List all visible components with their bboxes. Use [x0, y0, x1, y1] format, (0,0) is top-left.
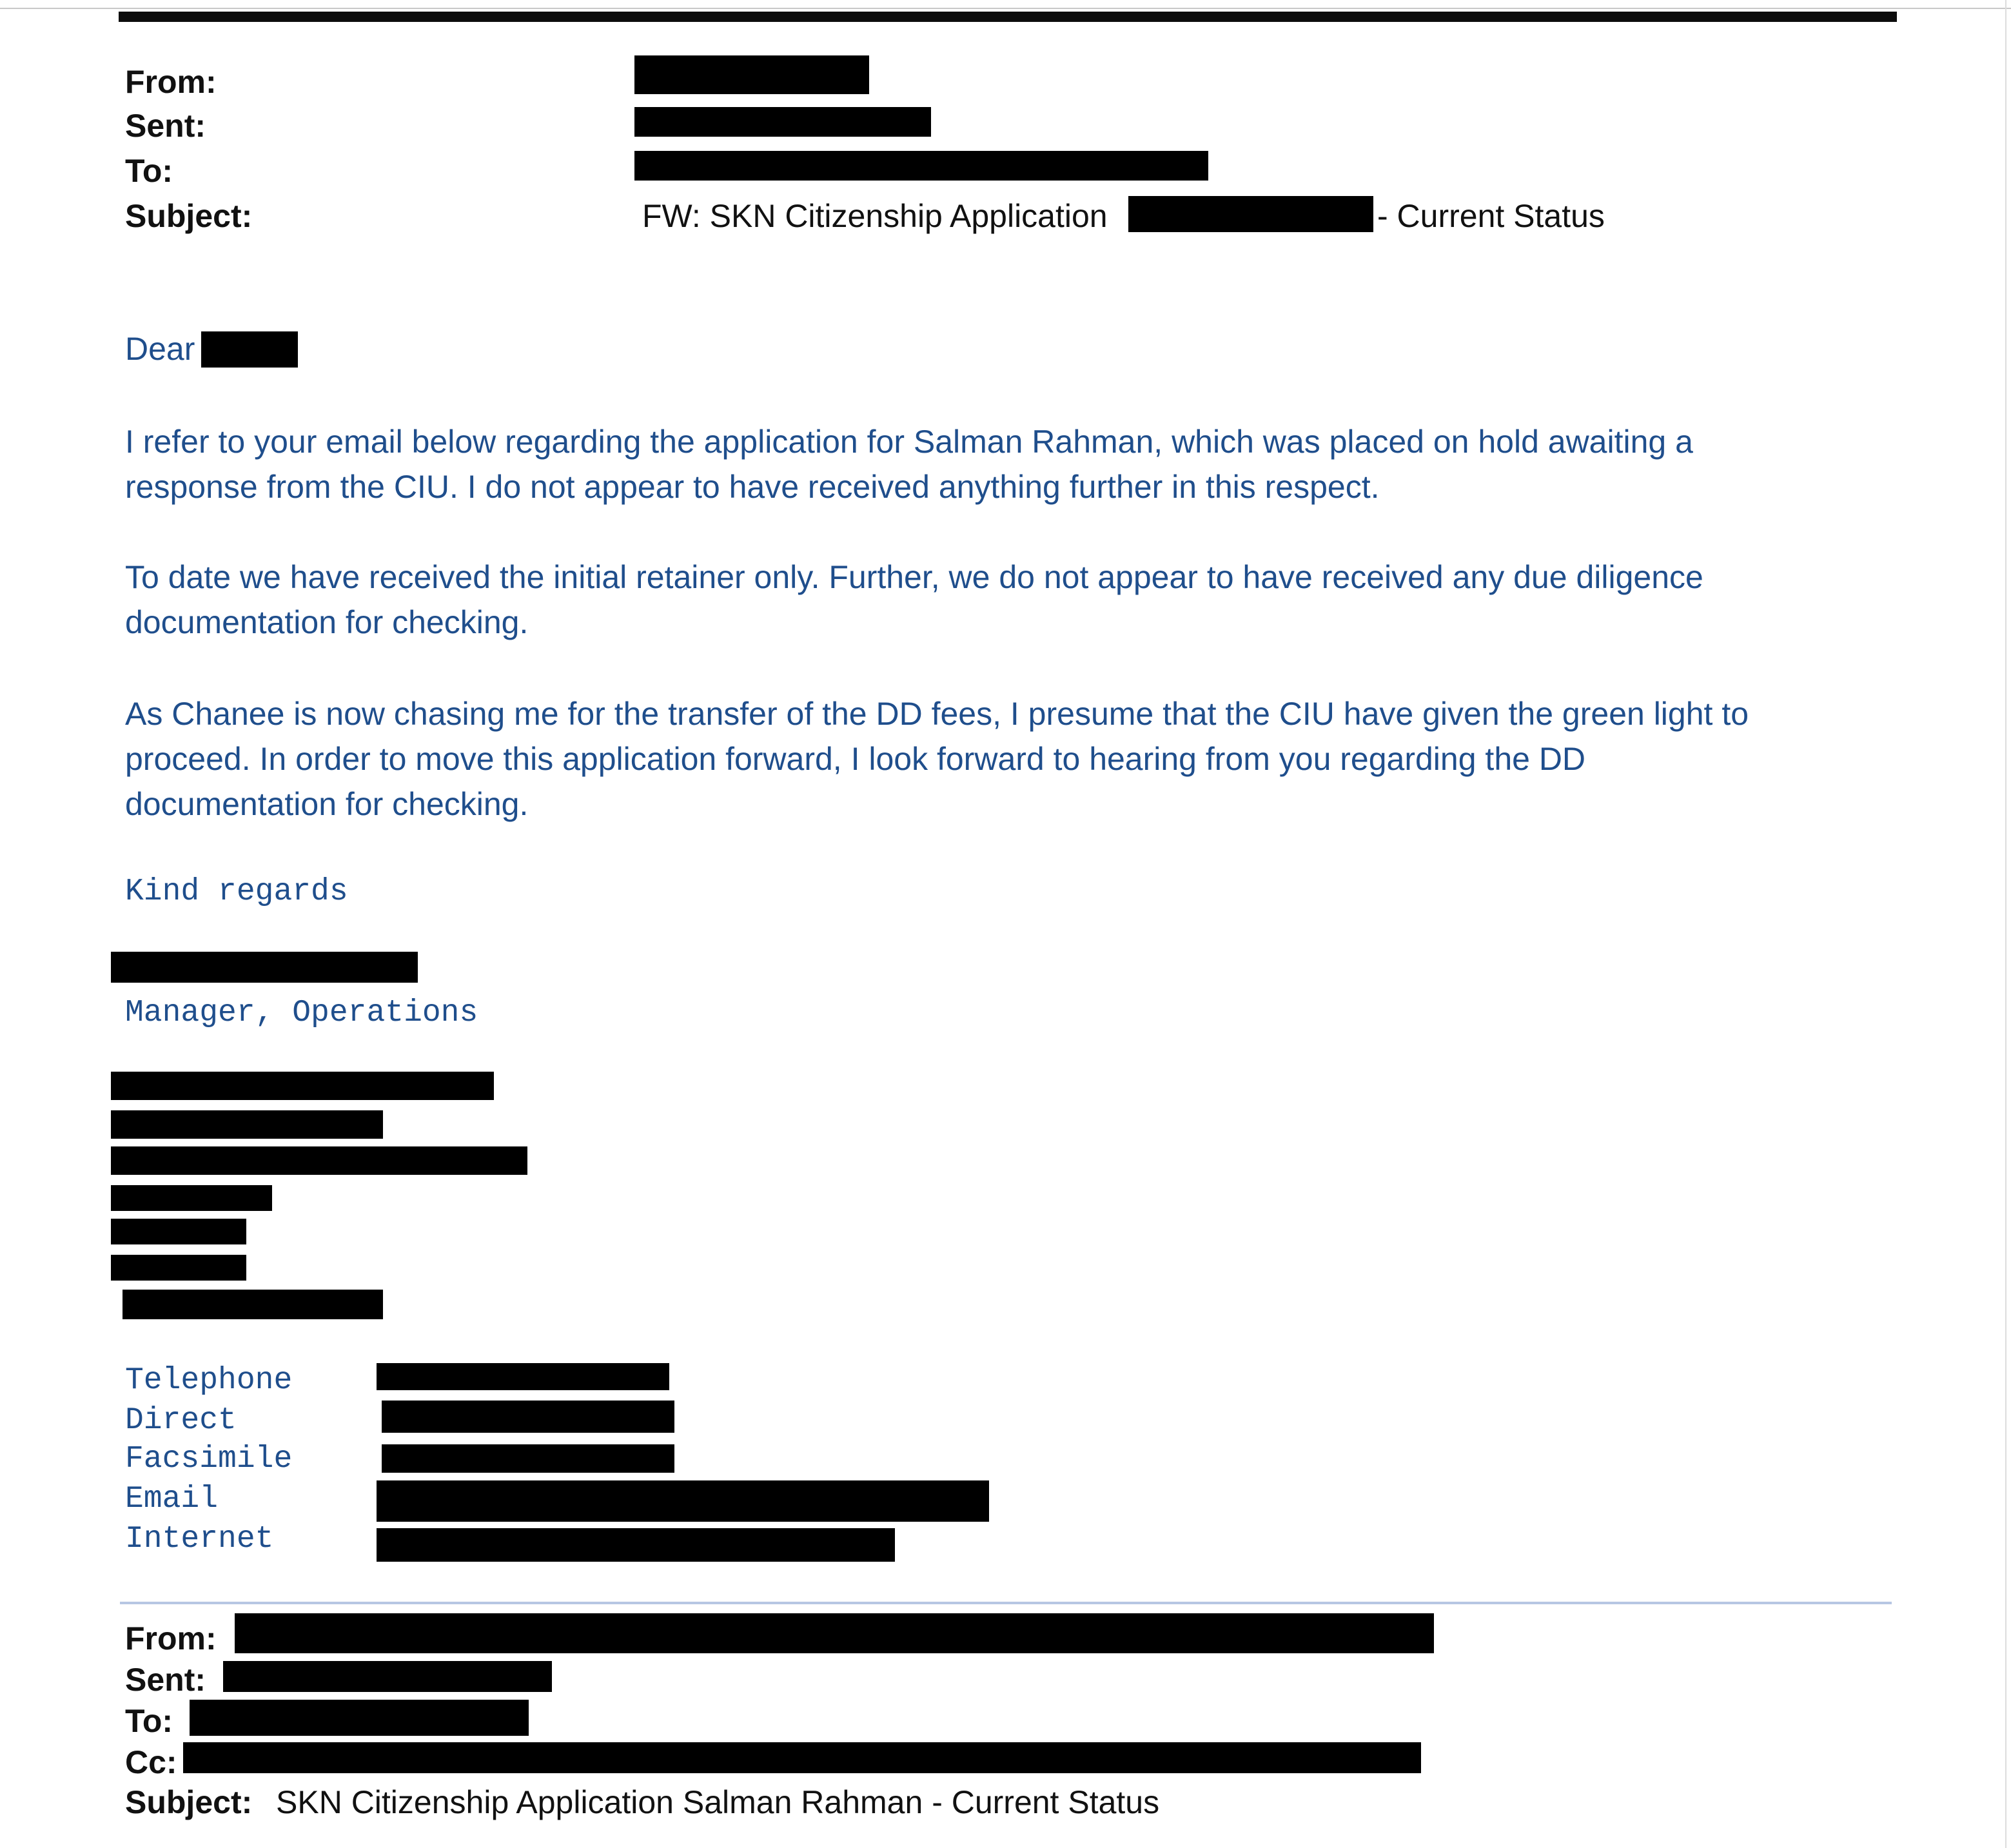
redacted-quoted-from	[235, 1613, 1434, 1653]
redacted-address-line-3	[111, 1146, 527, 1175]
subject-suffix: - Current Status	[1377, 198, 1605, 234]
quoted-to-label: To:	[125, 1703, 173, 1739]
page-top-edge	[0, 8, 2011, 9]
paragraph-3	[125, 691, 1749, 827]
redacted-email	[377, 1480, 989, 1522]
redacted-facsimile	[382, 1444, 674, 1473]
header-rule	[119, 12, 1897, 22]
paragraph-2-line-2: documentation for checking.	[125, 604, 529, 640]
telephone-label: Telephone	[125, 1363, 293, 1398]
redacted-subject-name	[1128, 196, 1373, 232]
facsimile-label: Facsimile	[125, 1442, 293, 1477]
quoted-subject-label: Subject:	[125, 1784, 253, 1820]
paragraph-1-line-1: I refer to your email below regarding the application for Salman Rahman, which was placed on hold awaiting a	[125, 424, 1693, 460]
paragraph-3-line-3: documentation for checking.	[125, 786, 529, 822]
quoted-message-separator	[120, 1602, 1892, 1604]
internet-label: Internet	[125, 1522, 274, 1557]
redacted-direct	[382, 1401, 674, 1433]
redacted-from	[634, 55, 869, 94]
closing: Kind regards	[125, 874, 348, 909]
greeting: Dear	[125, 331, 195, 367]
redacted-quoted-cc	[183, 1742, 1421, 1773]
redacted-telephone	[377, 1363, 669, 1390]
redacted-internet	[377, 1528, 895, 1562]
sent-label: Sent:	[125, 108, 206, 144]
paragraph-3-line-2: proceed. In order to move this application forward, I look forward to hearing from you regarding the DD	[125, 741, 1586, 777]
email-label: Email	[125, 1482, 219, 1517]
quoted-from-label: From:	[125, 1620, 217, 1656]
direct-label: Direct	[125, 1403, 237, 1438]
quoted-subject-value: SKN Citizenship Application Salman Rahman - Current Status	[276, 1784, 1160, 1820]
to-label: To:	[125, 153, 173, 189]
redacted-address-line-6	[111, 1255, 246, 1281]
redacted-recipient-name	[201, 331, 298, 368]
subject-label: Subject:	[125, 198, 253, 234]
redacted-address-line-1	[111, 1072, 494, 1100]
quoted-cc-label: Cc:	[125, 1744, 177, 1780]
paragraph-2-line-1: To date we have received the initial retainer only. Further, we do not appear to have received any due diligence	[125, 559, 1703, 595]
sender-title: Manager, Operations	[125, 996, 478, 1030]
paragraph-2	[125, 555, 1703, 645]
redacted-quoted-to	[190, 1700, 529, 1736]
redacted-address-line-5	[111, 1219, 246, 1244]
quoted-sent-label: Sent:	[125, 1662, 206, 1698]
redacted-to	[634, 151, 1208, 181]
subject-prefix: FW: SKN Citizenship Application	[642, 198, 1108, 234]
paragraph-1-line-2: response from the CIU. I do not appear to have received anything further in this respect.	[125, 469, 1380, 505]
page-right-edge	[2005, 0, 2006, 1848]
redacted-sent	[634, 107, 931, 137]
redacted-quoted-sent	[223, 1661, 552, 1692]
redacted-sender-name	[111, 952, 418, 983]
paragraph-1	[125, 419, 1693, 509]
redacted-address-line-7	[123, 1290, 383, 1319]
paragraph-3-line-1: As Chanee is now chasing me for the transfer of the DD fees, I presume that the CIU have given the green light to	[125, 696, 1749, 732]
from-label: From:	[125, 64, 217, 100]
redacted-address-line-4	[111, 1185, 272, 1211]
redacted-address-line-2	[111, 1110, 383, 1139]
